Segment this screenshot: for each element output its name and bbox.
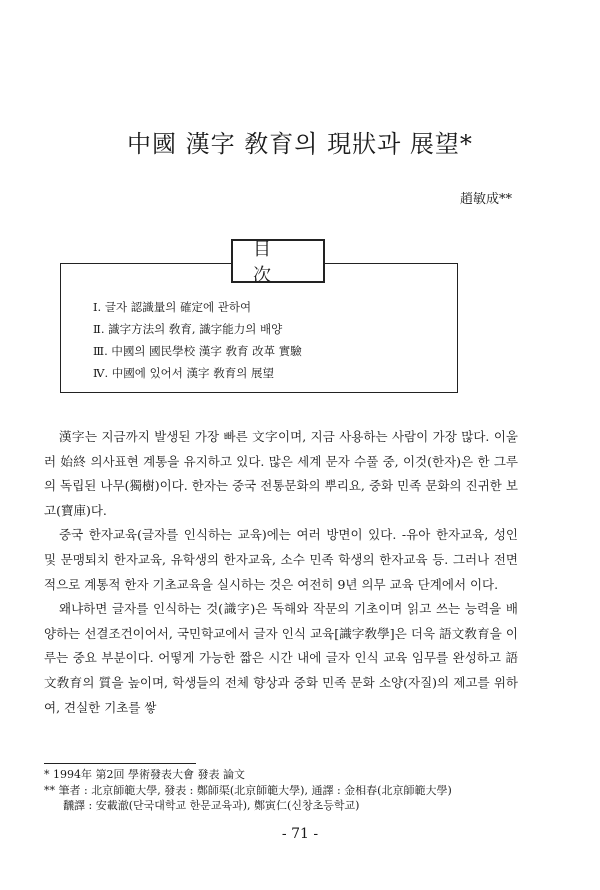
toc-item: Ⅲ. 中國의 國民學校 漢字 敎育 改革 實驗	[93, 344, 302, 358]
footnote: ** 筆者 : 北京師範大學, 發表 : 鄭師渠(北京師範大學), 通譯 : 金相春(北京師範大學)	[44, 783, 452, 797]
paragraph: 漢字는 지금까지 발생된 가장 빠른 文字이며, 지금 사용하는 사람이 가장 많다. 이울러 始終 의사표현 계통을 유지하고 있다. 많은 세계 문자 수풀 중, 이것(한자)은 한 그루의 독립된 나무(獨樹)이다. 한자는 중국 전통문화의 뿌리요, 중화 민족 문화의 진귀한 보고(寶庫)다.	[44, 429, 518, 518]
toc-item: Ⅳ. 中國에 있어서 漢字 敎育의 展望	[93, 366, 274, 380]
toc-item: Ⅰ. 글자 認識量의 確定에 관하여	[93, 300, 252, 314]
toc-list	[93, 296, 302, 384]
page-title: 中國 漢字 敎育의 現狀과 展望*	[127, 130, 473, 158]
footnote-divider	[44, 763, 196, 764]
paragraph: 왜냐하면 글자를 인식하는 것(識字)은 독해와 작문의 기초이며 읽고 쓰는 능력을 배양하는 선결조건이어서, 국민학교에서 글자 인식 교육[識字敎學]은 더욱 語文敎育을 이루는 중요 부분이다. 어떻게 가능한 짧은 시간 내에 글자 인식 교육 임무를 완성하고 語文敎育의 質을 높이며, 학생들의 전체 향상과 중화 민족 문화 소양(자질)의 제고를 위하여, 견실한 기초를 쌓	[44, 601, 518, 715]
footnote: * 1994年 第2回 學術發表大會 發表 論文	[44, 768, 245, 781]
page-number: - 71 -	[281, 826, 319, 842]
footnote: 飜譯 : 安載澈(단국대학교 한문교육과), 鄭寅仁(신창초등학교)	[63, 799, 360, 812]
toc-heading: 目 次	[231, 239, 325, 283]
footnotes	[44, 767, 524, 814]
toc-item: Ⅱ. 識字方法의 敎育, 識字能力의 배양	[93, 322, 283, 336]
body-text	[44, 425, 518, 720]
author-name: 趙敏成**	[459, 192, 512, 207]
paragraph: 중국 한자교육(글자를 인식하는 교육)에는 여러 방면이 있다. -유아 한자교육, 성인 및 문맹퇴치 한자교육, 유학생의 한자교육, 소수 민족 학생의 한자교육 등. 그러나 전면적으로 계통적 한자 기초교육을 실시하는 것은 여전히 9년 의무 교육 단계에서 이다.	[44, 527, 518, 592]
